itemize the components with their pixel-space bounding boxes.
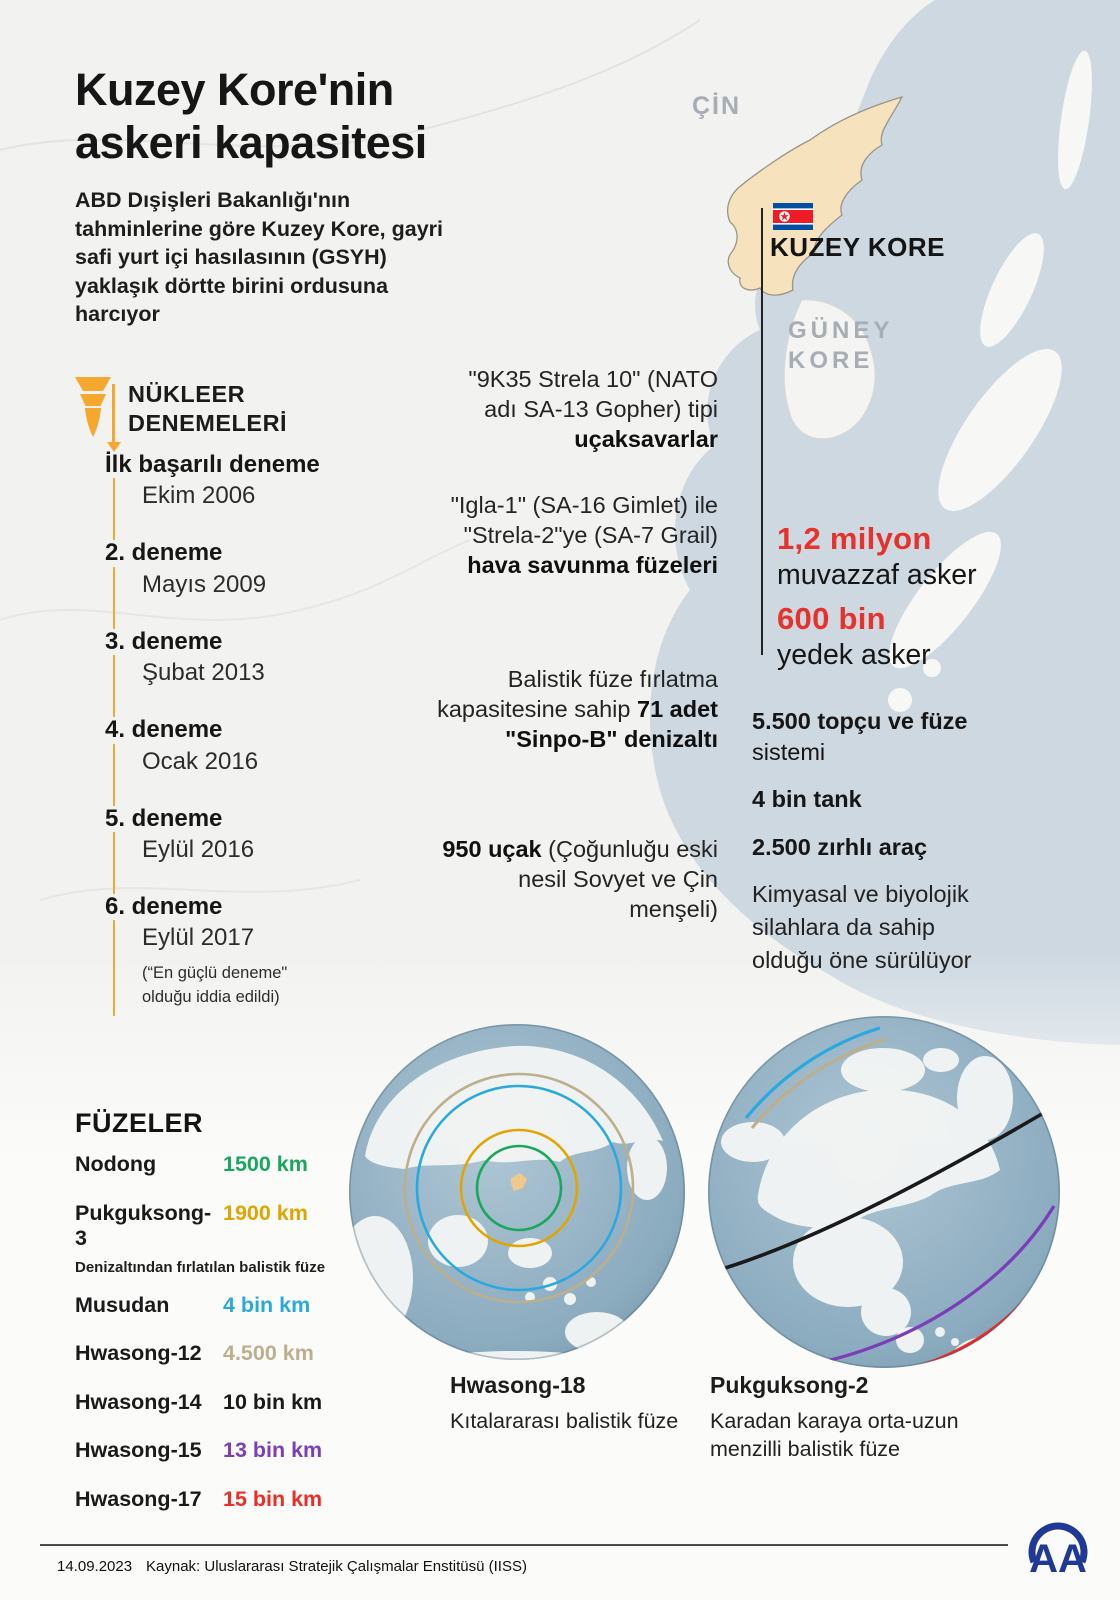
caption-pukguksong2 [710, 1372, 980, 1464]
timeline-entry [105, 452, 385, 540]
caption-title: Pukguksong-2 [710, 1372, 869, 1398]
stat-value: 1,2 milyon [777, 521, 932, 556]
arsenal-paragraph-air-defense: "Igla-1" (SA-16 Gimlet) ile "Strela-2"ye (SA-7 Grail) hava savunma füzeleri [450, 492, 718, 579]
leader-line [761, 208, 763, 655]
intro-paragraph: ABD Dışişleri Bakanlığı'nın tahminlerine göre Kuzey Kore, gayri safi yurt içi hasılasının (GSYH) yaklaşık dörtte birini ordusuna harcıyor [75, 188, 443, 327]
missile-note: Denizaltından fırlatılan balistik füze [75, 1258, 326, 1276]
north-korea-flag-icon [773, 203, 813, 230]
globe-asia-range-rings [345, 1016, 689, 1372]
bomb-icon [70, 376, 116, 438]
footer-source: Kaynak: Uluslararası Stratejik Çalışmalar Enstitüsü (IISS) [146, 1558, 527, 1575]
timeline-arrow-line [112, 384, 115, 442]
stat-reserve-soldiers [777, 601, 931, 672]
caption-subtitle: Karadan karaya orta-uzun menzilli balistik füze [710, 1409, 959, 1461]
missile-row: Pukguksong-3 1900 km [75, 1200, 308, 1250]
anadolu-agency-logo [1022, 1510, 1094, 1578]
page-title-line2: askeri kapasitesi [75, 116, 427, 168]
map-label-north-korea: KUZEY KORE [770, 232, 945, 262]
stat-value: 600 bin [777, 601, 886, 636]
test-date: Ekim 2006 [142, 482, 256, 510]
test-title: 6. deneme [105, 892, 223, 920]
stat-wmd-note: Kimyasal ve biyolojik silahlara da sahip olduğu öne sürülüyor [752, 881, 972, 973]
stat-label: yedek asker [777, 639, 931, 671]
caption-hwasong18 [450, 1372, 700, 1436]
missile-row: Musudan 4 bin km [75, 1292, 311, 1317]
timeline-entry [105, 540, 385, 628]
test-title: 4. deneme [105, 716, 223, 744]
test-date: Eylül 2016 [142, 835, 255, 863]
caption-title: Hwasong-18 [450, 1372, 586, 1398]
caption-subtitle: Kıtalararası balistik füze [450, 1409, 679, 1433]
arsenal-paragraph-aa-guns: "9K35 Strela 10" (NATO adı SA-13 Gopher) tipi uçaksavarlar [468, 366, 718, 453]
missile-row: Hwasong-17 15 bin km [75, 1486, 323, 1511]
test-date: Mayıs 2009 [142, 570, 267, 598]
map-label-south-korea: GÜNEY KORE [788, 317, 894, 374]
globe-americas-range-arcs [698, 1010, 1070, 1382]
missiles-heading: FÜZELER [75, 1108, 203, 1138]
stat-artillery: 5.500 topçu ve füze sistemi [752, 708, 968, 766]
stat-armored-vehicles: 2.500 zırhlı araç [752, 834, 928, 860]
missile-row: Nodong 1500 km [75, 1152, 308, 1176]
arsenal-paragraph-aircraft: 950 uçak (Çoğunluğu eski nesil Sovyet ve Çin menşeli) [442, 836, 718, 923]
test-title: 3. deneme [105, 627, 223, 655]
stat-label: muvazzaf asker [777, 559, 977, 591]
page-title-line1: Kuzey Kore'nin [75, 64, 394, 115]
test-note: (“En güçlü deneme" olduğu iddia edildi) [142, 964, 288, 1007]
timeline-entry [105, 894, 385, 1016]
svg-text:AA: AA [1029, 1537, 1087, 1578]
page-title [75, 64, 427, 169]
nuclear-tests-heading: NÜKLEER DENEMELERİ [128, 381, 288, 436]
test-date: Eylül 2017 [142, 924, 255, 952]
missile-row: Hwasong-14 10 bin km [75, 1389, 323, 1414]
test-title: İlk başarılı deneme [105, 451, 320, 478]
footer-date: 14.09.2023 [57, 1558, 133, 1575]
missile-row: Hwasong-12 4.500 km [75, 1341, 314, 1365]
test-date: Ocak 2016 [142, 747, 259, 775]
timeline-entry [105, 717, 385, 805]
arsenal-paragraph-submarines: Balistik füze fırlatma kapasitesine sahip 71 adet "Sinpo-B" denizaltı [437, 666, 718, 753]
nuclear-tests-timeline [105, 452, 385, 1016]
test-title: 2. deneme [105, 539, 223, 567]
footer-divider [40, 1544, 1008, 1546]
test-date: Şubat 2013 [142, 659, 265, 687]
timeline-entry [105, 806, 385, 894]
timeline-entry [105, 629, 385, 717]
stat-tanks: 4 bin tank [752, 786, 862, 812]
stat-active-soldiers [777, 521, 977, 592]
map-label-china: ÇİN [692, 92, 742, 120]
missile-row: Hwasong-15 13 bin km [75, 1438, 323, 1462]
test-title: 5. deneme [105, 804, 223, 832]
